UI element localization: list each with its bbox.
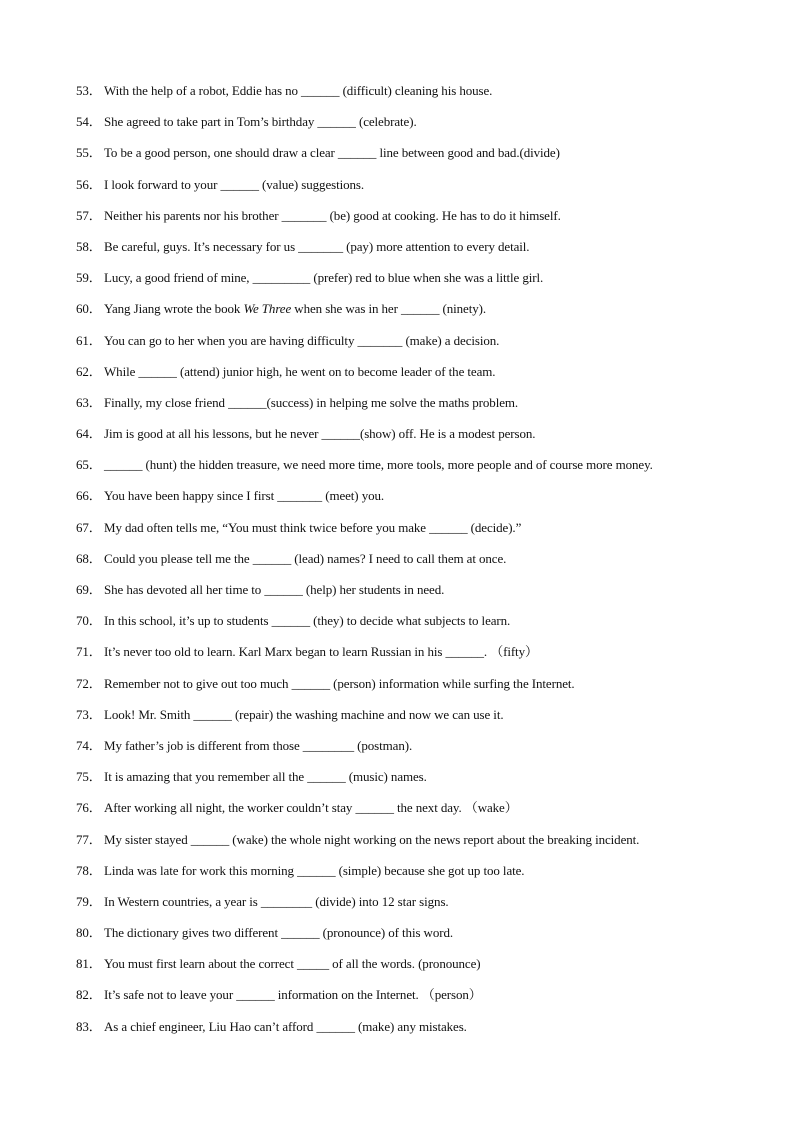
question-text: Jim is good at all his lessons, but he never ______(show) off. He is a modest person. bbox=[104, 426, 536, 442]
question-text: You can go to her when you are having difficulty _______ (make) a decision. bbox=[104, 332, 500, 348]
question-number: 73． bbox=[76, 706, 102, 722]
question-56 bbox=[76, 175, 766, 206]
question-text: It’s safe not to leave your ______ information on the Internet. （person） bbox=[104, 987, 482, 1003]
question-number: 68． bbox=[76, 550, 102, 566]
question-75 bbox=[76, 767, 766, 798]
question-text: Finally, my close friend ______(success) in helping me solve the maths problem. bbox=[104, 394, 519, 410]
question-72 bbox=[76, 674, 766, 705]
question-text: Look! Mr. Smith ______ (repair) the washing machine and now we can use it. bbox=[104, 706, 504, 722]
question-number: 71． bbox=[76, 644, 102, 660]
question-text: In Western countries, a year is ________ (divide) into 12 star signs. bbox=[104, 893, 449, 909]
question-text: You have been happy since I first _______ (meet) you. bbox=[104, 488, 385, 504]
question-57 bbox=[76, 206, 766, 237]
question-82 bbox=[76, 985, 766, 1016]
question-70 bbox=[76, 611, 766, 642]
question-61 bbox=[76, 331, 766, 362]
question-text: Neither his parents nor his brother _______ (be) good at cooking. He has to do it himself. bbox=[104, 207, 561, 223]
question-66 bbox=[76, 486, 766, 517]
question-text: My dad often tells me, “You must think twice before you make ______ (decide).” bbox=[104, 519, 522, 535]
question-number: 64． bbox=[76, 426, 102, 442]
question-number: 80． bbox=[76, 925, 102, 941]
question-text: As a chief engineer, Liu Hao can’t afford ______ (make) any mistakes. bbox=[104, 1018, 467, 1034]
book-title: We Three bbox=[243, 301, 292, 317]
exercise-list bbox=[76, 81, 766, 1048]
question-60 bbox=[76, 299, 766, 330]
question-number: 81． bbox=[76, 956, 102, 972]
question-text: She has devoted all her time to ______ (help) her students in need. bbox=[104, 582, 445, 597]
question-text: Could you please tell me the ______ (lead) names? I need to call them at once. bbox=[104, 550, 507, 566]
question-number: 78． bbox=[76, 862, 102, 878]
question-73 bbox=[76, 705, 766, 736]
question-54 bbox=[76, 112, 766, 143]
question-62 bbox=[76, 362, 766, 393]
question-number: 62． bbox=[76, 363, 102, 379]
question-text: After working all night, the worker couldn’t stay ______ the next day. （wake） bbox=[104, 800, 518, 816]
question-text: Remember not to give out too much ______ (person) information while surfing the Internet. bbox=[104, 675, 575, 691]
question-number: 59． bbox=[76, 270, 102, 286]
question-number: 76． bbox=[76, 800, 102, 816]
question-67 bbox=[76, 518, 766, 549]
question-63 bbox=[76, 393, 766, 424]
question-number: 66． bbox=[76, 488, 102, 504]
question-number: 55． bbox=[76, 145, 102, 161]
question-text: ______ (hunt) the hidden treasure, we need more time, more tools, more people and of course more money. bbox=[104, 457, 653, 473]
question-text: With the help of a robot, Eddie has no ______ (difficult) cleaning his house. bbox=[104, 83, 493, 98]
question-64 bbox=[76, 424, 766, 455]
question-83 bbox=[76, 1017, 766, 1048]
question-number: 61． bbox=[76, 332, 102, 348]
question-number: 60． bbox=[76, 301, 102, 317]
question-80 bbox=[76, 923, 766, 954]
question-81 bbox=[76, 954, 766, 985]
question-78 bbox=[76, 861, 766, 892]
question-number: 54． bbox=[76, 114, 102, 130]
question-text: Be careful, guys. It’s necessary for us _______ (pay) more attention to every detail. bbox=[104, 238, 530, 254]
question-65 bbox=[76, 455, 766, 486]
question-number: 56． bbox=[76, 176, 102, 192]
question-number: 53． bbox=[76, 83, 102, 98]
question-number: 79． bbox=[76, 893, 102, 909]
question-number: 69． bbox=[76, 582, 102, 597]
question-text: Lucy, a good friend of mine, _________ (prefer) red to blue when she was a little girl. bbox=[104, 270, 544, 286]
question-76 bbox=[76, 798, 766, 829]
question-number: 57． bbox=[76, 207, 102, 223]
question-55 bbox=[76, 143, 766, 174]
question-number: 58． bbox=[76, 238, 102, 254]
question-number: 65． bbox=[76, 457, 102, 473]
question-text: In this school, it’s up to students ______ (they) to decide what subjects to learn. bbox=[104, 613, 511, 629]
question-number: 83． bbox=[76, 1018, 102, 1034]
question-text: I look forward to your ______ (value) suggestions. bbox=[104, 176, 365, 192]
question-text: While ______ (attend) junior high, he went on to become leader of the team. bbox=[104, 363, 496, 379]
question-77 bbox=[76, 830, 766, 861]
question-59 bbox=[76, 268, 766, 299]
question-text: My father’s job is different from those ________ (postman). bbox=[104, 737, 413, 753]
question-number: 75． bbox=[76, 769, 102, 785]
question-number: 74． bbox=[76, 737, 102, 753]
question-number: 63． bbox=[76, 394, 102, 410]
question-text: It’s never too old to learn. Karl Marx began to learn Russian in his ______. （fifty） bbox=[104, 644, 538, 660]
question-74 bbox=[76, 736, 766, 767]
question-text bbox=[104, 301, 486, 316]
question-text-post: when she was in her ______ (ninety). bbox=[291, 301, 487, 317]
question-text: My sister stayed ______ (wake) the whole night working on the news report about the breaking incident. bbox=[104, 831, 640, 847]
question-53 bbox=[76, 81, 766, 112]
question-69 bbox=[76, 580, 766, 611]
question-text: To be a good person, one should draw a clear ______ line between good and bad.(divide) bbox=[104, 145, 560, 161]
question-58 bbox=[76, 237, 766, 268]
question-text: Linda was late for work this morning ______ (simple) because she got up too late. bbox=[104, 862, 525, 878]
question-text: It is amazing that you remember all the ______ (music) names. bbox=[104, 769, 427, 785]
question-number: 77． bbox=[76, 831, 102, 847]
question-number: 67． bbox=[76, 519, 102, 535]
question-68 bbox=[76, 549, 766, 580]
question-text: You must first learn about the correct _____ of all the words. (pronounce) bbox=[104, 956, 481, 972]
question-text: The dictionary gives two different ______ (pronounce) of this word. bbox=[104, 925, 454, 941]
question-text: She agreed to take part in Tom’s birthday ______ (celebrate). bbox=[104, 114, 417, 130]
question-79 bbox=[76, 892, 766, 923]
question-number: 70． bbox=[76, 613, 102, 629]
question-text-pre: Yang Jiang wrote the book bbox=[104, 301, 244, 317]
question-number: 72． bbox=[76, 675, 102, 691]
question-number: 82． bbox=[76, 987, 102, 1003]
question-71 bbox=[76, 642, 766, 673]
